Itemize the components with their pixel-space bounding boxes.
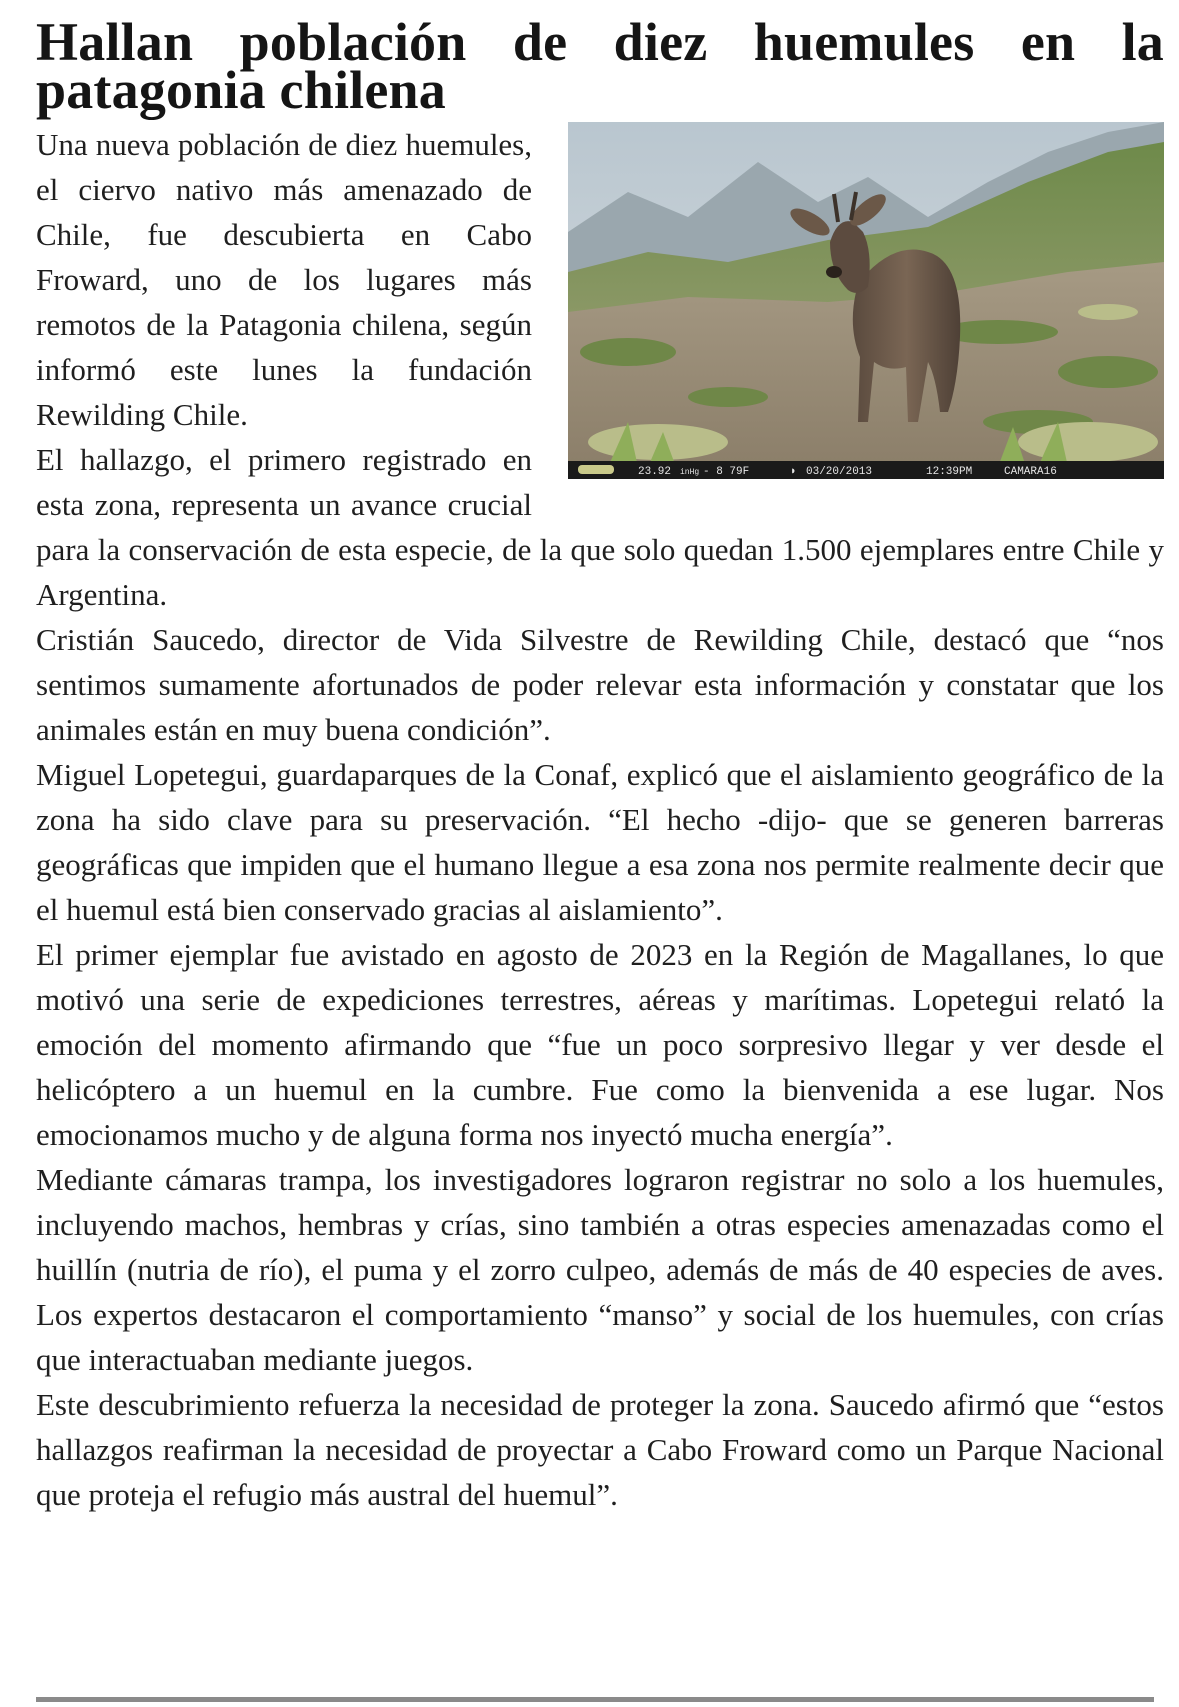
bottom-rule xyxy=(36,1697,1154,1702)
paragraph: Mediante cámaras trampa, los investigadores lograron registrar no solo a los huemules, incluyendo machos, hembras y crías, sino también a otras especies amenazadas como el huillín (nutria de río), el puma y el zorro culpeo, además de más de 40 especies de aves. Los expertos destacaron el comportamiento “manso” y social de los huemules, con crías que interactuaban mediante juegos. xyxy=(36,1162,1164,1377)
camera-trap-photo-huemul xyxy=(568,122,1164,479)
overlay-temperature: - 8 79F xyxy=(703,466,750,478)
paragraph: Miguel Lopetegui, guardaparques de la Conaf, explicó que el aislamiento geográfico de la zona ha sido clave para su preservación. “El hecho -dijo- que se generen barreras geográficas que impiden que el humano llegue a esa zona nos permite realmente decir que el huemul está bien conservado gracias al aislamiento”. xyxy=(36,757,1164,927)
article-body xyxy=(36,122,1164,1517)
paragraph: El hallazgo, el primero registrado en esta zona, representa un avance crucial para la conservación de esta especie, de la que solo quedan 1.500 ejemplares entre Chile y Argentina. xyxy=(36,442,1164,612)
huemul-photo xyxy=(568,122,1164,479)
overlay-pressure-unit: inHg xyxy=(680,468,700,477)
overlay-moon-icon: ◗ xyxy=(790,466,797,478)
article xyxy=(36,12,1164,1517)
overlay-date: 03/20/2013 xyxy=(806,466,873,478)
overlay-time: 12:39PM xyxy=(926,466,973,478)
paragraph: Este descubrimiento refuerza la necesidad de proteger la zona. Saucedo afirmó que “estos hallazgos reafirman la necesidad de proyectar a Cabo Froward como un Parque Nacional que proteja el refugio más austral del huemul”. xyxy=(36,1387,1164,1512)
paragraph: Cristián Saucedo, director de Vida Silvestre de Rewilding Chile, destacó que “nos sentimos sumamente afortunados de poder relevar esta información y constatar que los animales están en muy buena condición”. xyxy=(36,622,1164,747)
paragraph: El primer ejemplar fue avistado en agosto de 2023 en la Región de Magallanes, lo que motivó una serie de expediciones terrestres, aéreas y marítimas. Lopetegui relató la emoción del momento afirmando que “fue un poco sorpresivo llegar y ver desde el helicóptero a un huemul en la cumbre. Fue como la bienvenida a ese lugar. Nos emocionamos mucho y de alguna forma nos inyectó mucha energía”. xyxy=(36,937,1164,1152)
overlay-camera: CAMARA16 xyxy=(1004,466,1057,478)
paragraph: Una nueva población de diez huemules, el ciervo nativo más amenazado de Chile, fue descubierta en Cabo Froward, uno de los lugares más remotos de la Patagonia chilena, según informó este lunes la fundación Rewilding Chile. xyxy=(36,127,532,432)
overlay-pressure: 23.92 xyxy=(638,466,672,478)
headline: Hallan población de diez huemules en la patagonia chilena xyxy=(36,12,1164,120)
